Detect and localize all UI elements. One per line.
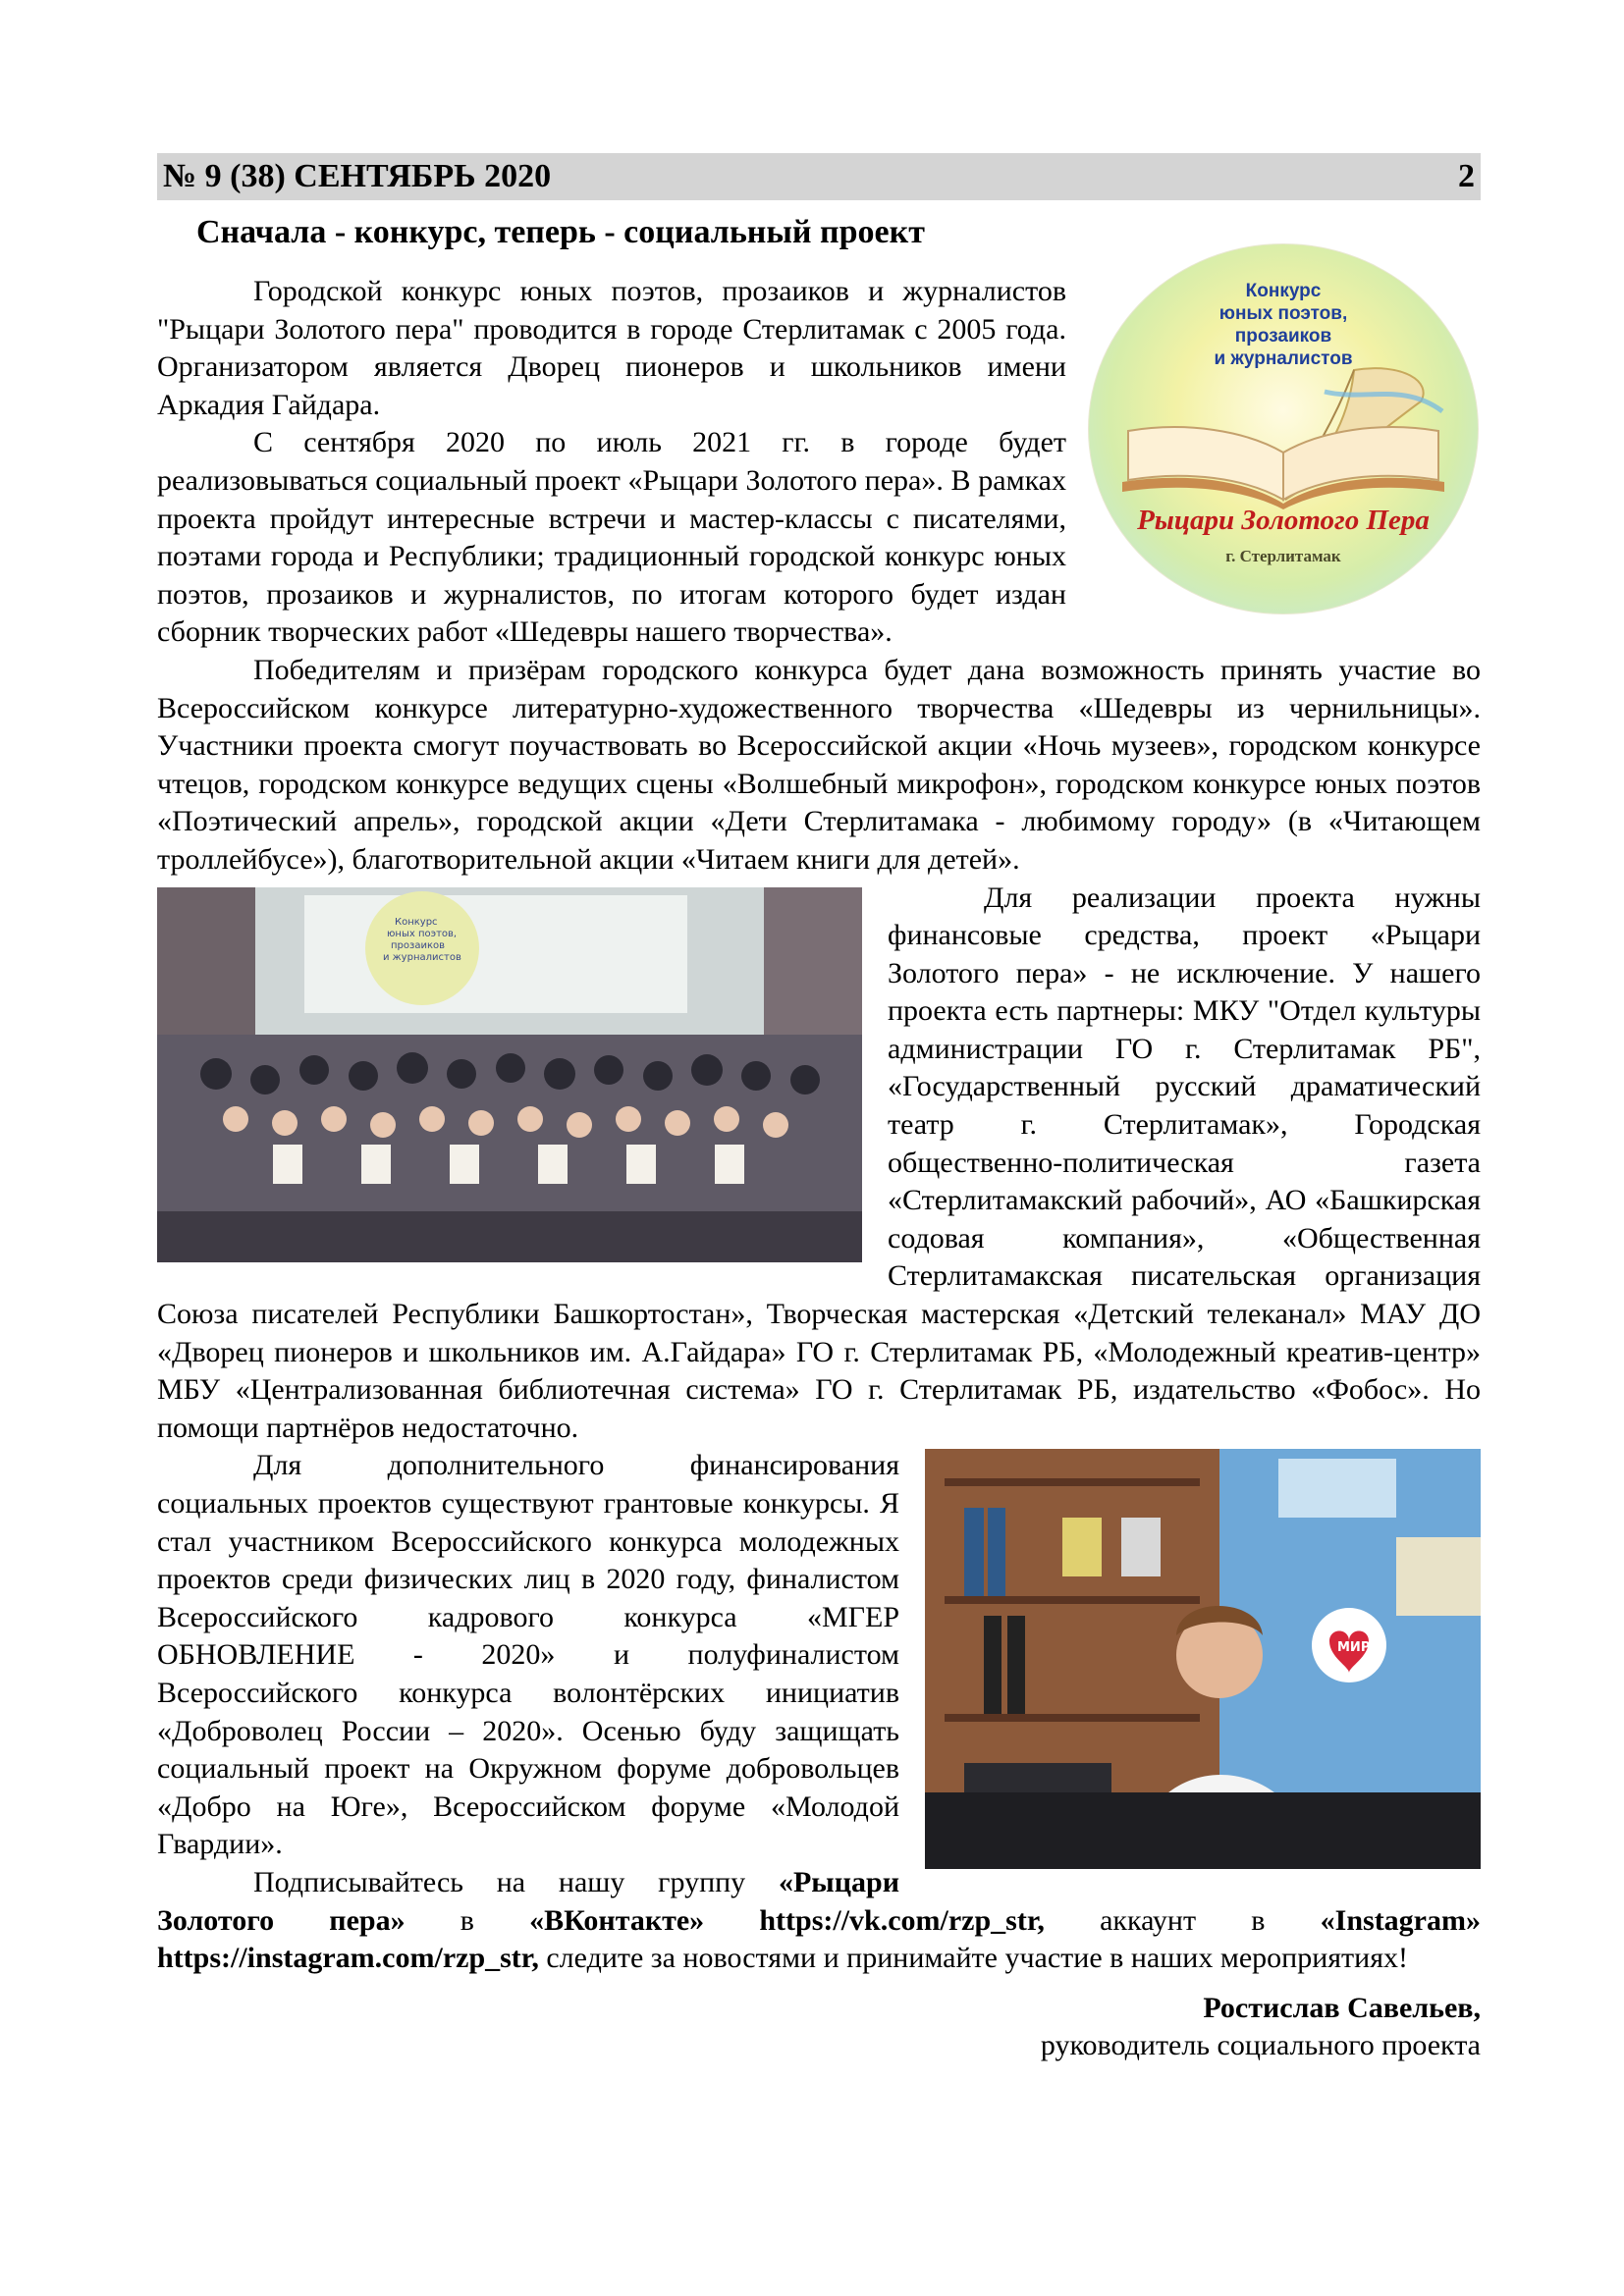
paragraph: С сентября 2020 по июль 2021 гг. в городе будет реализовываться социальный проект «Рыцари Золотого пера». В рамках проекта пройдут интересные встречи и мастер-классы с писателями, поэтами города и Республики; традиционный городской конкурс юных поэтов, прозаиков и журналистов, по итогам которого будет издан сборник творческих работ «Шедевры нашего творчества». xyxy=(157,426,1066,649)
group-photo xyxy=(157,887,862,1262)
author-photo xyxy=(925,1449,1481,1869)
text-run: Подписывайтесь на нашу группу xyxy=(253,1865,779,1898)
group-name: «Рыцари Золотого пера» xyxy=(157,1865,899,1937)
contest-logo xyxy=(1084,273,1481,616)
author-name xyxy=(157,1990,1481,2028)
logo-line: и журналистов xyxy=(1214,348,1353,369)
author-role: руководитель социального проекта xyxy=(1040,2029,1481,2062)
author-name-text: Ростислав Савельев, xyxy=(1203,1991,1481,2024)
text-run: следите за новостями и принимайте участие в наших мероприятиях! xyxy=(538,1942,1409,1975)
text-run: аккаунт в xyxy=(1044,1903,1321,1937)
paragraph: Для реализации проекта нужны финансовые средства, проект «Рыцари Золотого пера» - не исключение. У нашего проекта есть партнеры: МКУ "Отдел культуры администрации ГО г. Стерлитамак РБ", «Государственный русский драматический театр г. Стерлитамак», Городская общественно-политическая газета «Стерлитамакский рабочий», АО «Башкирская содовая компания», «Общественная Стерлитамакская писательская организация Союза писателей Республики Башкортостан», Творческая мастерская «Детский телеканал» МАУ ДО «Дворец пионеров и школьников им. А.Гайдара» ГО г. Стерлитамак РБ, «Молодежный креатив-центр» МБУ «Централизованная библиотечная система» ГО г. Стерлитамак РБ, издательство «Фобос». Но помощи партнёров недостаточно. xyxy=(157,881,1481,1444)
mir-badge-text: МИР xyxy=(1337,1640,1371,1656)
screen-text: и журналистов xyxy=(383,951,461,963)
logo-emblem xyxy=(1088,243,1479,614)
group-photo-image xyxy=(157,887,862,1262)
logo-caption xyxy=(1089,280,1478,370)
text-run: в xyxy=(405,1903,530,1937)
author-photo-image xyxy=(925,1449,1481,1869)
issue-label: № 9 (38) СЕНТЯБРЬ 2020 xyxy=(163,158,552,194)
logo-title: Рыцари Золотого Пера xyxy=(1137,505,1430,536)
logo-city: г. Стерлитамак xyxy=(1225,547,1341,565)
paragraph xyxy=(157,1864,1481,1978)
article-body xyxy=(157,273,1481,2065)
logo-line: прозаиков xyxy=(1234,326,1332,347)
logo-line: юных поэтов, xyxy=(1218,303,1348,324)
instagram-link[interactable]: «Instagram» https://instagram.com/rzp_str, xyxy=(157,1903,1481,1975)
issue-header-bar xyxy=(157,153,1481,200)
vk-link[interactable]: «ВКонтакте» https://vk.com/rzp_str, xyxy=(529,1903,1045,1937)
book-quill-icon xyxy=(1109,362,1458,509)
paragraph: Победителям и призёрам городского конкурса будет дана возможность принять участие во Всероссийском конкурсе литературно-художественного творчества «Шедевры из чернильницы». Участники проекта смогут поучаствовать во Всероссийской акции «Ночь музеев», городском конкурсе чтецов, городском конкурсе ведущих сцены «Волшебный микрофон», городском конкурсе юных поэтов «Поэтический апрель», городской акции «Дети Стерлитамака - любимому городу» (в «Читающем троллейбусе»), благотворительной акции «Читаем книги для детей». xyxy=(157,653,1481,876)
screen-text: Конкурс xyxy=(395,916,438,928)
screen-text: прозаиков xyxy=(391,939,445,951)
page-number: 2 xyxy=(1458,158,1475,194)
paragraph: Для дополнительного финансирования социальных проектов существуют грантовые конкурсы. Я стал участником Всероссийского конкурса молодежных проектов среди физических лиц в 2020 году, финалистом Всероссийского кадрового конкурса «МГЕР ОБНОВЛЕНИЕ - 2020» и полуфиналистом Всероссийского конкурса волонтёрских инициатив «Доброволец России – 2020». Осенью буду защищать социальный проект на Окружном форуме добровольцев «Добро на Юге», Всероссийском форуме «Молодой Гвардии». xyxy=(157,1449,899,1861)
screen-text: юных поэтов, xyxy=(387,928,458,939)
paragraph: Городской конкурс юных поэтов, прозаиков и журналистов "Рыцари Золотого пера" проводится в городе Стерлитамак с 2005 года. Организатором является Дворец пионеров и школьников имени Аркадия Гайдара. xyxy=(157,275,1066,421)
logo-line: Конкурс xyxy=(1245,281,1322,301)
article-title: Сначала - конкурс, теперь - социальный проект xyxy=(196,214,925,250)
